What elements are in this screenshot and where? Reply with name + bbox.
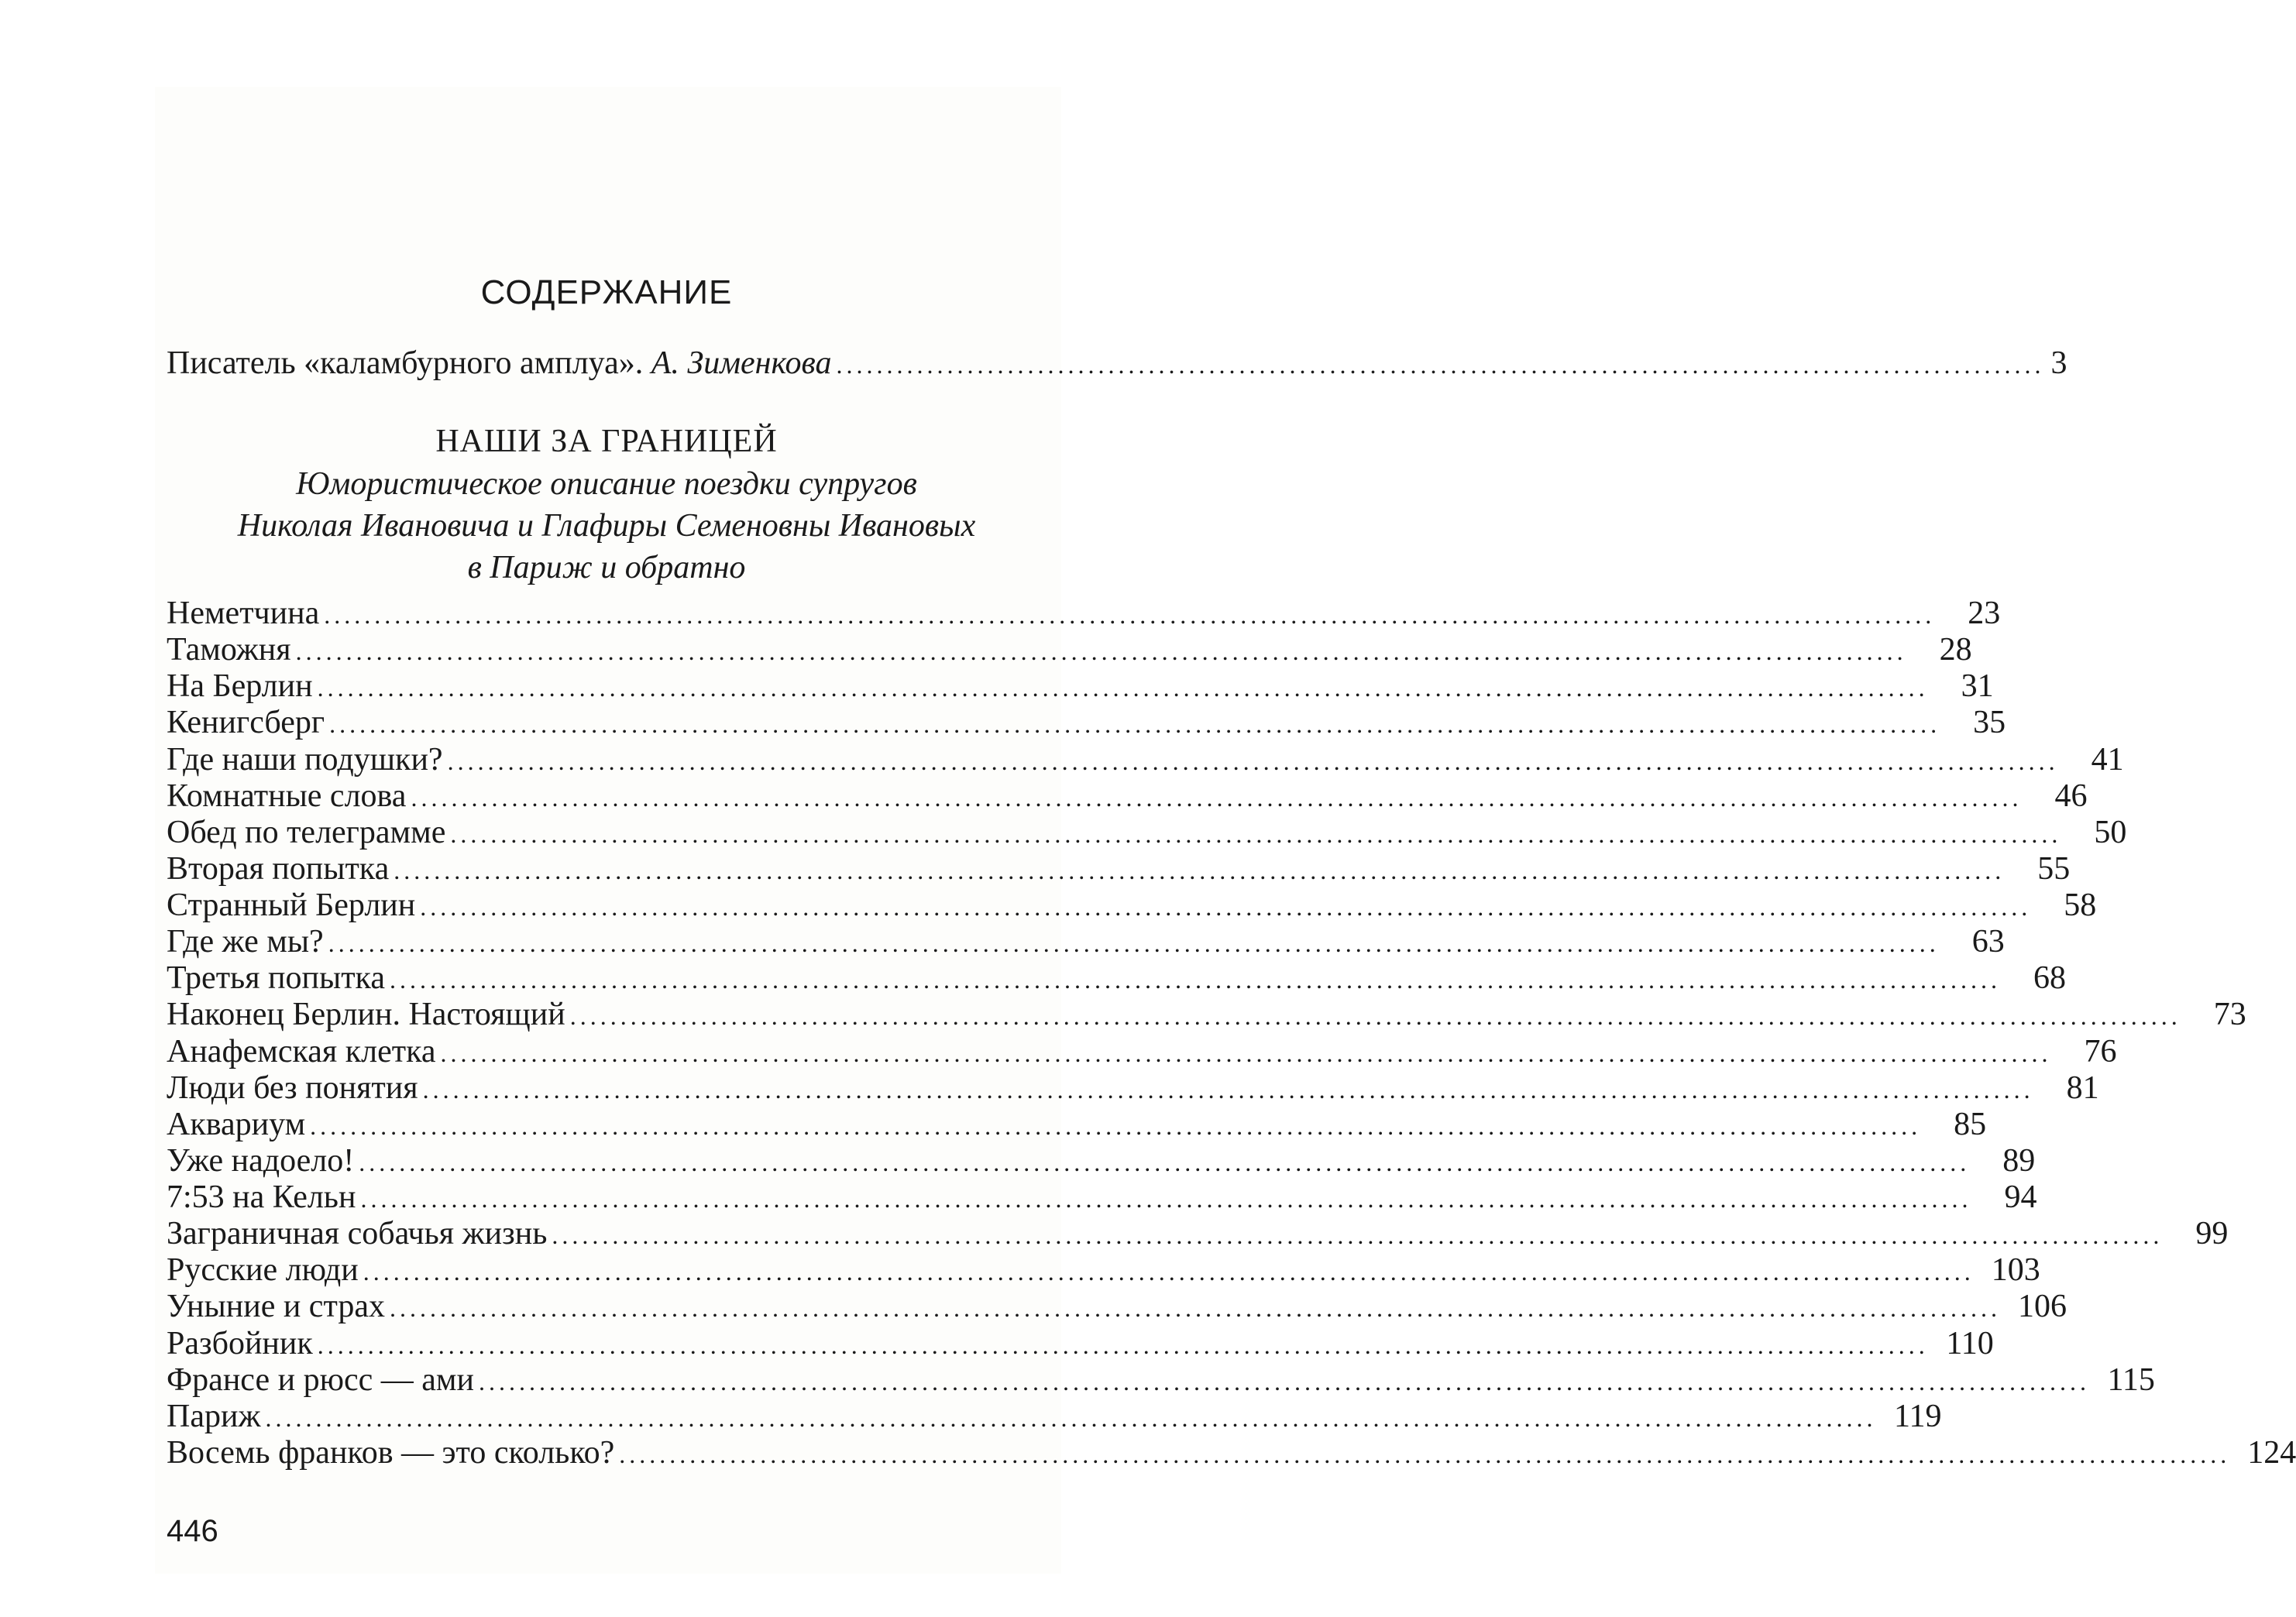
toc-entry-author: А. Зименкова (651, 345, 832, 381)
dot-leader: ................................................................................................................................................................ (422, 1075, 2034, 1104)
toc-entry-title: Уже надоело! (167, 1142, 355, 1179)
toc-entry-title: На Берлин (167, 668, 313, 705)
dot-leader: ................................................................................................................................................................ (265, 1403, 1877, 1432)
toc-entry-title: Уныние и страх (167, 1289, 385, 1325)
dot-leader: ................................................................................................................................................................ (440, 1039, 2052, 1067)
dot-leader: ................................................................................................................................................................ (329, 710, 1941, 739)
toc-entry-page: 119 (1894, 1398, 1942, 1434)
toc-entry[interactable] (167, 1216, 2229, 1254)
page-title: СОДЕРЖАНИЕ (480, 273, 733, 311)
dot-leader: ................................................................................................................................................................ (389, 966, 2001, 994)
dot-leader: ................................................................................................................................................................ (317, 1330, 1929, 1359)
toc-entry[interactable] (167, 960, 2066, 998)
toc-entry-title: Люди без понятия (167, 1069, 418, 1106)
dot-leader: ................................................................................................................................................................ (310, 1111, 1922, 1140)
toc-entry[interactable] (167, 1325, 1994, 1364)
toc-entry-title: Анафемская клетка (167, 1033, 436, 1069)
dot-leader: ................................................................................................................................................................ (450, 819, 2062, 848)
dot-leader: ................................................................................................................................................................ (295, 637, 1907, 666)
dot-leader: ................................................................................................................................................................ (317, 674, 1929, 702)
toc-entry-page: 23 (1968, 596, 2001, 631)
toc-entry-title: Аквариум (167, 1106, 306, 1142)
toc-entry-page: 110 (1946, 1325, 1994, 1361)
toc-entry-title: Неметчина (167, 596, 320, 631)
dot-leader: ................................................................................................................................................................ (363, 1258, 1975, 1286)
toc-entry-page: 68 (2033, 960, 2066, 997)
toc-entry-title: Таможня (167, 632, 291, 668)
dot-leader: ................................................................................................................................................................ (447, 747, 2059, 775)
toc-entry-page: 94 (2004, 1179, 2037, 1216)
toc-entry-title: Наконец Берлин. Настоящий (167, 997, 565, 1033)
toc-entry[interactable] (167, 814, 2127, 853)
toc-entry[interactable] (167, 1179, 2037, 1217)
toc-entry-page: 55 (2037, 850, 2071, 887)
dot-leader: ................................................................................................................................................................ (569, 1002, 2181, 1031)
toc-entry-page: 103 (1991, 1252, 2040, 1289)
toc-entry[interactable] (167, 668, 1994, 706)
dot-leader: ................................................................................................................................................................ (324, 601, 1936, 629)
dot-leader: ........................................................................................................................ (836, 351, 2045, 379)
dot-leader: ................................................................................................................................................................ (552, 1221, 2164, 1250)
toc-entry-page: 73 (2213, 997, 2246, 1033)
page-number: 446 (167, 1514, 218, 1548)
toc-entry-page: 124 (2247, 1434, 2296, 1471)
dot-leader: ................................................................................................................................................................ (360, 1185, 1972, 1214)
toc-entry-page: 28 (1939, 632, 1972, 668)
section-title: НАШИ ЗА ГРАНИЦЕЙ (435, 424, 778, 459)
toc-entry-title: Вторая попытка (167, 850, 390, 887)
dot-leader: ................................................................................................................................................................ (478, 1367, 2090, 1396)
toc-entry-title: 7:53 на Кельн (167, 1179, 356, 1216)
section-header (0, 420, 1213, 589)
toc-entry[interactable] (167, 1252, 2040, 1290)
section-subtitle-line: Юмористическое описание поездки супругов (296, 466, 917, 502)
toc-entry[interactable] (167, 1434, 2296, 1473)
toc-entry-title: Комнатные слова (167, 778, 407, 814)
toc-entry-page: 106 (2017, 1289, 2067, 1325)
toc-entry-page: 115 (2107, 1361, 2155, 1398)
dot-leader: ................................................................................................................................................................ (411, 783, 2023, 812)
toc-entry-page: 3 (2050, 345, 2067, 381)
toc-entry-page: 81 (2066, 1069, 2099, 1106)
dot-leader: ................................................................................................................................................................ (420, 893, 2032, 922)
toc-entry-page: 99 (2195, 1216, 2229, 1252)
section-subtitle-line: Николая Ивановича и Глафиры Семеновны Ивановых (237, 508, 976, 544)
toc-entry[interactable] (167, 705, 2006, 743)
toc-entry[interactable] (167, 924, 2005, 962)
section-subtitle-line: в Париж и обратно (467, 550, 746, 585)
toc-entry-title: Обед по телеграмме (167, 814, 446, 850)
dot-leader: ................................................................................................................................................................ (389, 1294, 2001, 1323)
toc-entry-page: 35 (1973, 705, 2006, 741)
toc-intro-entry[interactable] (167, 345, 2067, 383)
toc-entry[interactable] (167, 596, 2001, 633)
toc-entry-page: 58 (2064, 887, 2097, 924)
toc-entry[interactable] (167, 1398, 1942, 1437)
toc-entry-page: 63 (1971, 924, 2005, 960)
toc-entry-title: Где наши подушки? (167, 741, 443, 778)
toc-entry-page: 76 (2084, 1033, 2117, 1069)
toc-entry-page: 31 (1961, 668, 1994, 705)
toc-entry-title: Третья попытка (167, 960, 385, 997)
toc-entry-title: Заграничная собачья жизнь (167, 1216, 548, 1252)
toc-entry[interactable] (167, 1106, 1987, 1145)
toc-entry-title: Писатель «каламбурного амплуа». А. Зименкова (167, 345, 832, 381)
toc-entry-title: Париж (167, 1398, 261, 1434)
toc-entry[interactable] (167, 741, 2124, 780)
toc-entry[interactable] (167, 778, 2088, 816)
toc-entry-page: 41 (2091, 741, 2124, 778)
toc-entry-title: Странный Берлин (167, 887, 416, 924)
toc-entry[interactable] (167, 1361, 2155, 1400)
toc-entry-title: Франсе и рюсс — ами (167, 1361, 474, 1398)
dot-leader: ................................................................................................................................................................ (619, 1440, 2231, 1468)
toc-entry[interactable] (167, 887, 2097, 925)
toc-entry-page: 46 (2054, 778, 2088, 814)
toc-entry-title: Восемь франков — это сколько? (167, 1434, 615, 1471)
toc-entry-title: Русские люди (167, 1252, 359, 1289)
toc-entry-page: 85 (1954, 1106, 1987, 1142)
toc-entry[interactable] (167, 1033, 2117, 1072)
toc-entry-title: Где же мы? (167, 924, 324, 960)
toc-entry[interactable] (167, 1142, 2036, 1181)
toc-entry[interactable] (167, 1069, 2099, 1108)
toc-entry[interactable] (167, 850, 2071, 889)
toc-entry-page: 50 (2094, 814, 2127, 850)
dot-leader: ................................................................................................................................................................ (328, 929, 1940, 958)
toc-entry-title: Кенигсберг (167, 705, 325, 741)
toc-entry[interactable] (167, 997, 2246, 1035)
toc-entry-title: Разбойник (167, 1325, 313, 1361)
toc-entry[interactable] (167, 1289, 2067, 1327)
toc-entry-page: 89 (2002, 1142, 2036, 1179)
toc-entry[interactable] (167, 632, 1972, 670)
dot-leader: ................................................................................................................................................................ (394, 856, 2006, 884)
dot-leader: ................................................................................................................................................................ (359, 1148, 1971, 1176)
